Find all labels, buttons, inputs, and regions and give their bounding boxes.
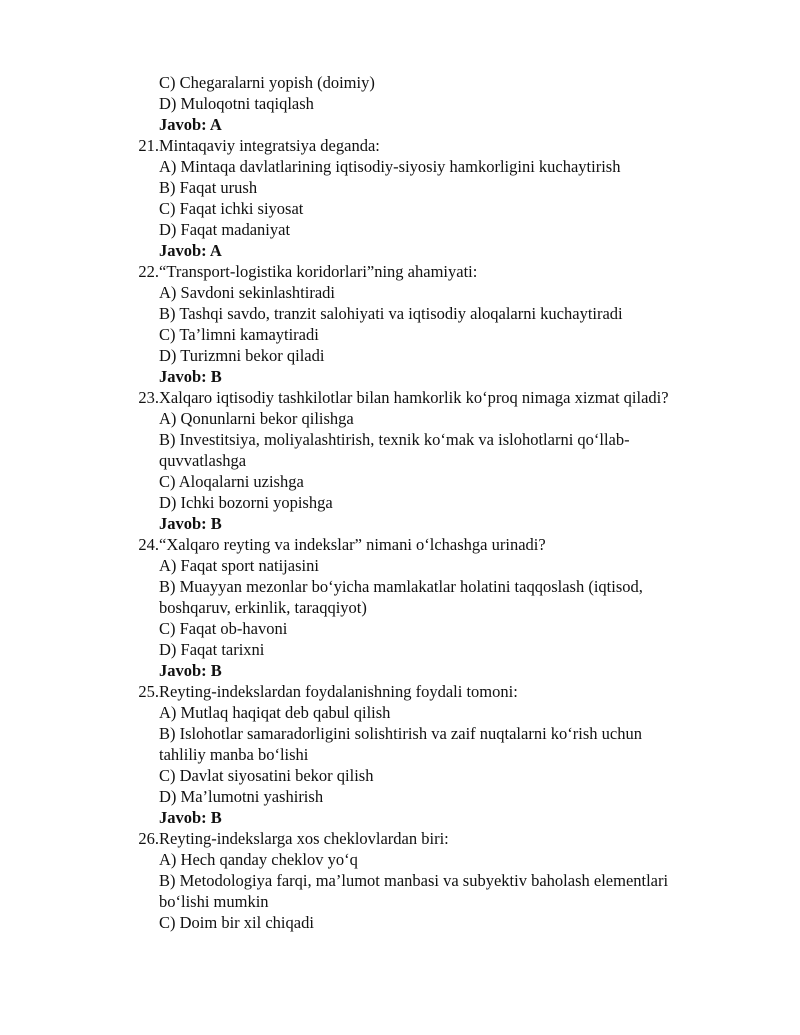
option-line: B) Investitsiya, moliyalashtirish, texnik ko‘mak va islohotlarni qo‘llab- [159,430,630,449]
option-line: C) Doim bir xil chiqadi [159,913,314,932]
question-number: 26. [138,829,159,848]
option-line: D) Faqat tarixni [159,640,265,659]
option-line: B) Faqat urush [159,178,258,197]
option-line: A) Qonunlarni bekor qilishga [159,409,354,428]
option-line: C) Chegaralarni yopish (doimiy) [159,73,375,92]
answer-line: Javob: A [159,241,222,260]
option-line: A) Faqat sport natijasini [159,556,319,575]
option-line: A) Mintaqa davlatlarining iqtisodiy-siyosiy hamkorligini kuchaytirish [159,157,621,176]
option-line: C) Ta’limni kamaytiradi [159,325,319,344]
option-line: D) Ma’lumotni yashirish [159,787,324,806]
question-number: 24. [138,535,159,554]
option-line: A) Hech qanday cheklov yo‘q [159,850,358,869]
option-line: C) Aloqalarni uzishga [159,472,304,491]
question-number: 21. [138,136,159,155]
option-line: B) Muayyan mezonlar bo‘yicha mamlakatlar holatini taqqoslash (iqtisod, [159,577,643,596]
document-page [0,72,800,933]
option-line: tahliliy manba bo‘lishi [159,745,309,764]
option-line: D) Ichki bozorni yopishga [159,493,333,512]
answer-line: Javob: B [159,661,222,680]
answer-line: Javob: A [159,115,222,134]
option-line: boshqaruv, erkinlik, taraqqiyot) [159,598,367,617]
question-text: “Xalqaro reyting va indekslar” nimani o‘lchashga urinadi? [159,535,546,554]
option-line: quvvatlashga [159,451,247,470]
option-line: D) Turizmni bekor qiladi [159,346,325,365]
question-25 [0,681,800,702]
question-21 [0,135,800,156]
answer-line: Javob: B [159,367,222,386]
option-line: A) Savdoni sekinlashtiradi [159,283,335,302]
question-text: “Transport-logistika koridorlari”ning ahamiyati: [159,262,478,281]
question-number: 22. [138,262,159,281]
question-number: 25. [138,682,159,701]
option-line: C) Faqat ob-havoni [159,619,288,638]
question-number: 23. [138,388,159,407]
option-line: D) Muloqotni taqiqlash [159,94,314,113]
option-line: B) Tashqi savdo, tranzit salohiyati va iqtisodiy aloqalarni kuchaytiradi [159,304,623,323]
option-line: B) Metodologiya farqi, ma’lumot manbasi va subyektiv baholash elementlari [159,871,669,890]
option-line: bo‘lishi mumkin [159,892,269,911]
option-line: B) Islohotlar samaradorligini solishtirish va zaif nuqtalarni ko‘rish uchun [159,724,642,743]
question-24 [0,534,800,555]
answer-line: Javob: B [159,808,222,827]
question-text: Xalqaro iqtisodiy tashkilotlar bilan hamkorlik ko‘proq nimaga xizmat qiladi? [159,388,669,407]
option-line: C) Faqat ichki siyosat [159,199,304,218]
option-line: A) Mutlaq haqiqat deb qabul qilish [159,703,391,722]
option-line: C) Davlat siyosatini bekor qilish [159,766,374,785]
question-22 [0,261,800,282]
question-26 [0,828,800,849]
question-text: Mintaqaviy integratsiya deganda: [159,136,380,155]
option-line: D) Faqat madaniyat [159,220,291,239]
question-23 [0,387,800,408]
question-text: Reyting-indekslardan foydalanishning foydali tomoni: [159,682,518,701]
answer-line: Javob: B [159,514,222,533]
question-text: Reyting-indekslarga xos cheklovlardan biri: [159,829,449,848]
